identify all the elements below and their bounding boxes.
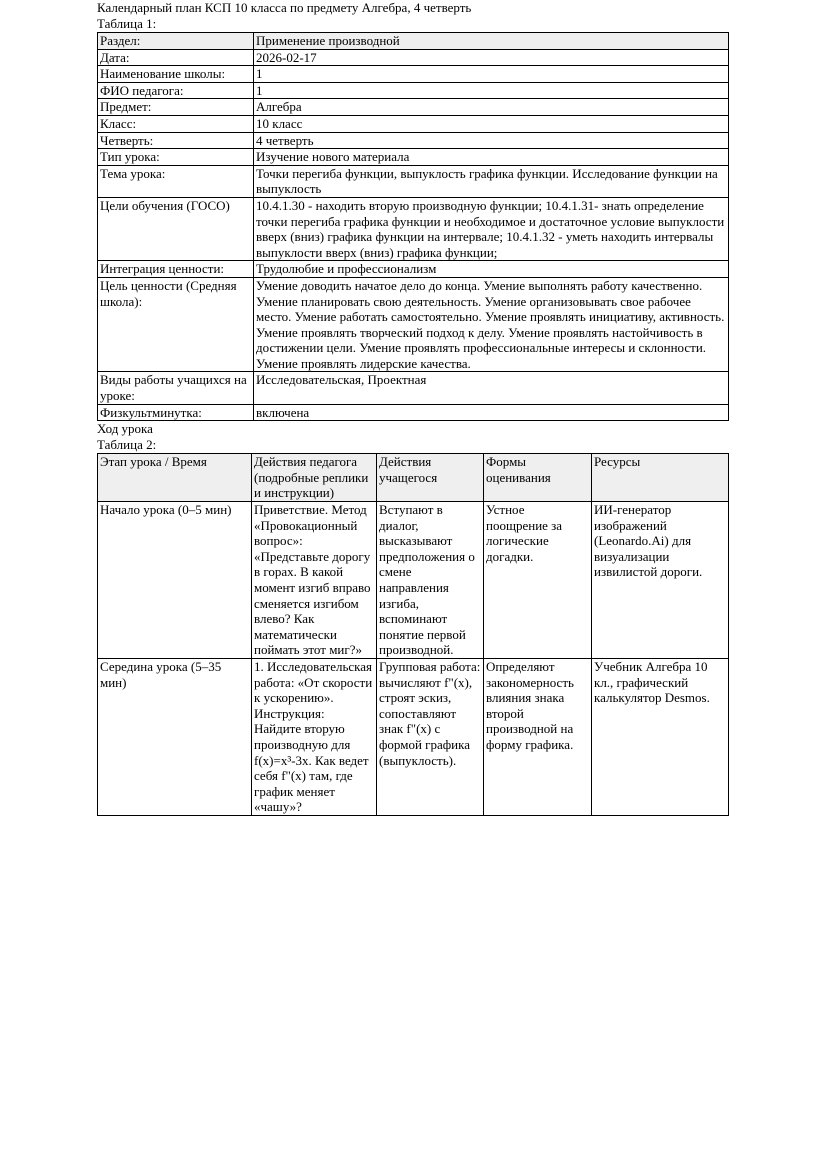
column-header-student-actions: Действия учащегося [377, 454, 484, 502]
table-row [98, 66, 729, 83]
resources-cell: Учебник Алгебра 10 кл., графический калькулятор Desmos. [592, 658, 729, 815]
table2-caption: Таблица 2: [97, 437, 157, 453]
row-label: ФИО педагога: [98, 82, 254, 99]
table-row [98, 372, 729, 404]
table-row [98, 277, 729, 372]
row-value: Изучение нового материала [254, 149, 729, 166]
row-label: Тема урока: [98, 165, 254, 197]
table-row [98, 115, 729, 132]
column-header-stage: Этап урока / Время [98, 454, 252, 502]
row-label: Виды работы учащихся на уроке: [98, 372, 254, 404]
row-value: Исследовательская, Проектная [254, 372, 729, 404]
row-value: Применение производной [254, 33, 729, 50]
row-value: Алгебра [254, 99, 729, 116]
table-row [98, 49, 729, 66]
table-row [98, 165, 729, 197]
row-value: 4 четверть [254, 132, 729, 149]
teacher-actions-cell: 1. Исследовательская работа: «От скорости к ускорению». Инструкция: Найдите вторую производную для f(x)=x³-3x. Как ведет себя f"(x) там, где график меняет «чашу»? [252, 658, 377, 815]
table-row [98, 197, 729, 260]
row-value: 2026-02-17 [254, 49, 729, 66]
table-row [98, 132, 729, 149]
table-row [98, 658, 729, 815]
row-label: Физкультминутка: [98, 404, 254, 421]
lesson-info-table [97, 32, 729, 421]
table-row [98, 261, 729, 278]
student-actions-cell: Групповая работа: вычисляют f"(x), строят эскиз, сопоставляют знак f"(x) с формой графика (выпуклость). [377, 658, 484, 815]
document-content [97, 0, 728, 816]
lesson-flow-heading: Ход урока [97, 421, 153, 437]
row-value: 1 [254, 82, 729, 99]
resources-cell: ИИ-генератор изображений (Leonardo.Ai) для визуализации извилистой дороги. [592, 502, 729, 659]
teacher-actions-cell: Приветствие. Метод «Провокационный вопрос»: «Представьте дорогу в горах. В какой момент изгиб вправо сменяется изгибом влево? Как математически поймать этот миг?» [252, 502, 377, 659]
row-label: Раздел: [98, 33, 254, 50]
row-label: Дата: [98, 49, 254, 66]
row-value: Точки перегиба функции, выпуклость графика функции. Исследование функции на выпуклость [254, 165, 729, 197]
assessment-cell: Определяют закономерность влияния знака второй производной на форму графика. [484, 658, 592, 815]
column-header-resources: Ресурсы [592, 454, 729, 502]
table-row [98, 149, 729, 166]
row-label: Цели обучения (ГОСО) [98, 197, 254, 260]
row-label: Цель ценности (Средняя школа): [98, 277, 254, 372]
table-row [98, 404, 729, 421]
table-row [98, 502, 729, 659]
row-value: Трудолюбие и профессионализм [254, 261, 729, 278]
stage-cell: Середина урока (5–35 мин) [98, 658, 252, 815]
column-header-assessment: Формы оценивания [484, 454, 592, 502]
table-row [98, 82, 729, 99]
table-row [98, 33, 729, 50]
student-actions-cell: Вступают в диалог, высказывают предположения о смене направления изгиба, вспоминают понятие первой производной. [377, 502, 484, 659]
row-label: Четверть: [98, 132, 254, 149]
row-value: Умение доводить начатое дело до конца. Умение выполнять работу качественно. Умение планировать свою деятельность. Умение организовывать свое рабочее место. Умение работать самостоятельно. Умение проявлять инициативу, активность. Умение проявлять творческий подход к делу. Умение проявлять настойчивость в достижении цели. Умение проявлять профессиональные интересы и склонности. Умение проявлять лидерские качества. [254, 277, 729, 372]
row-value: 10 класс [254, 115, 729, 132]
row-label: Интеграция ценности: [98, 261, 254, 278]
assessment-cell: Устное поощрение за логические догадки. [484, 502, 592, 659]
row-label: Наименование школы: [98, 66, 254, 83]
row-label: Тип урока: [98, 149, 254, 166]
row-value: 1 [254, 66, 729, 83]
column-header-teacher-actions: Действия педагога (подробные реплики и инструкции) [252, 454, 377, 502]
document-title: Календарный план КСП 10 класса по предмету Алгебра, 4 четверть [97, 0, 472, 15]
table-header-row [98, 454, 729, 502]
table1-caption: Таблица 1: [97, 16, 157, 31]
lesson-stages-table [97, 453, 729, 816]
table-row [98, 99, 729, 116]
row-label: Предмет: [98, 99, 254, 116]
row-value: включена [254, 404, 729, 421]
row-label: Класс: [98, 115, 254, 132]
stage-cell: Начало урока (0–5 мин) [98, 502, 252, 659]
row-value: 10.4.1.30 - находить вторую производную функции; 10.4.1.31- знать определение точки перегиба графика функции и необходимое и достаточное условие выпуклости вверх (вниз) графика функции на интервале; 10.4.1.32 - уметь находить интервалы выпуклости вверх (вниз) графика функции; [254, 197, 729, 260]
